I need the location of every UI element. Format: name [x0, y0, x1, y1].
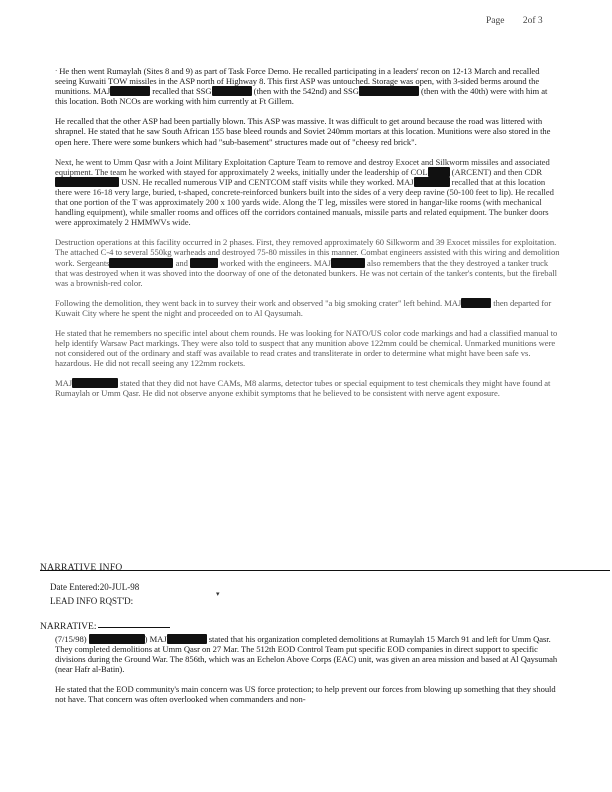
date-entered-label: Date Entered:: [50, 582, 100, 592]
redaction-bar: [461, 298, 491, 308]
page-label: Page: [486, 16, 505, 26]
date-entered-value: 20-JUL-98: [99, 582, 140, 592]
bullet-icon: ·: [55, 67, 58, 75]
narrative-paragraph-demolitions: (7/15/98) ) MAJ stated that his organization completed demolitions at Rumaylah 15 March 91 and left for Umm Qasr. They completed demolitions at Umm Qasr on 27 Mar. The 512th EOD Control Team put specific EOD companies in direct support to specific divisions during the Ground War. The 856th, which was an Echelon Above Corps (EAC) unit, was given an area mission and based at Al Qaysumah (near Hafr al-Batin).: [55, 634, 558, 675]
date-entered-row: [50, 582, 139, 592]
narrative-paragraph-force-protection: He stated that the EOD community's main concern was US force protection; to help prevent our forces from blowing up something that they should not have. That concern was often overlooked when commanders and non-: [55, 684, 556, 705]
redaction-bar: [414, 177, 450, 187]
page-number: 2of 3: [522, 16, 543, 26]
paragraph-second-asp: He recalled that the other ASP had been partially blown. This ASP was massive. It was difficult to get around because the road was littered with shrapnel. He stated that he saw South African 155 base bleed rounds and Soviet 240mm mortars at this location. Munitions were also stored in the open here. There were some bunkers which had "sub-basement" structures made out of "cheesy red brick".: [55, 116, 551, 147]
paragraph-umm-qasr: Next, he went to Umm Qasr with a Joint Military Exploitation Capture Team to remove and destroy Exocet and Silkworm missiles and associated equipment. The team he worked with stayed for approximately 2 weeks, initially under the leadership of COL (ARCENT) and then CDR USN. He recalled numerous VIP and CENTCOM staff visits while they worked. MAJ recalled that at this location there were 16-18 very large, buried, t-shaped, concrete-reinforced bunkers built into the sides of a very deep ravine (50-100 feet to lip). He recalled that one portion of the T was approximately 200 x 100 yards wide. Along the T leg, missiles were stored in hangar-like rooms (with mechanical handling equipment), while smaller rooms and offices off the corridors contained manuals, missile parts and related equipment. The bunker doors were approximately 2 HMMWVs wide.: [55, 156, 554, 228]
narrative-title: NARRATIVE:: [40, 622, 170, 632]
narrative-body: [55, 634, 560, 715]
paragraph-equipment: MAJ stated that they did not have CAMs, M8 alarms, detector tubes or special equipment to test chemicals they might have found at Rumaylah or Umm Qasr. He did not observe anyone exhibit symptoms that he believed to be consistent with nerve agent exposure.: [55, 378, 551, 399]
title-underline: [98, 626, 170, 628]
section-divider: [40, 570, 610, 571]
paragraph-rumaylah: · He then went Rumaylah (Sites 8 and 9) as part of Task Force Demo. He recalled participating in a leaders' recon on 12-13 March and recalled seeing Kuwaiti TOW missiles in the ASP north of Highway 8. This first ASP was untouched. Storage was open, with 3-sided berms around the munitions. MAJ recalled that SSG (then with the 542nd) and SSG (then with the 40th) were with him at this location. Both NCOs are working with him currently at Ft Gillem.: [55, 66, 548, 107]
paragraph-chem-rounds: He stated that he remembers no specific intel about chem rounds. He was looking for NATO/US color code markings and had a classified manual to help identify Warsaw Pact markings. They were also told to suspect that any munition above 122mm could be chemical. Unmarked munitions were not considered out of the ordinary and staff was available to read crates and transliterate in order to determine what might have been safe vs. hazardous. He did not recall seeing any 122mm rockets.: [55, 327, 558, 369]
redaction-bar: [89, 634, 145, 644]
redaction-bar: [190, 258, 218, 268]
lead-info-row: [50, 596, 133, 606]
paragraph-destruction: Destruction operations at this facility occurred in 2 phases. First, they removed approximately 60 Silkworm and 39 Exocet missiles for exploitation. The attached C-4 to several 550kg warheads and destroyed 75-80 missiles in this manner. Combat engineers assisted with this wiring and demolition work. Sergeants and worked with the engineers. MAJ also remembers that the they destroyed a tanker truck that was destroyed when it was shoved into the doorway of one of the detonated bunkers. He was not certain of the tanker's contents, but the fireball was a brownish-red color.: [55, 237, 560, 288]
redaction-bar: [109, 258, 173, 268]
stray-mark: ▾: [216, 590, 220, 598]
redaction-bar: [428, 167, 450, 177]
interview-body: [55, 66, 560, 409]
redaction-bar: [167, 634, 207, 644]
redaction-bar: [110, 86, 150, 96]
redaction-bar: [331, 258, 365, 268]
paragraph-following-demolition: Following the demolition, they went back in to survey their work and observed "a big smoking crater" left behind. MAJ then departed for Kuwait City where he spent the night and proceeded on to Al Qaysumah.: [55, 297, 552, 318]
narrative-info-title: NARRATIVE INFO: [40, 563, 123, 573]
redaction-bar: [212, 86, 252, 96]
page-header: [486, 16, 543, 26]
redaction-bar: [55, 177, 119, 187]
lead-info-label: LEAD INFO RQST'D:: [50, 596, 134, 606]
redaction-bar: [72, 378, 118, 388]
redaction-bar: [359, 86, 419, 96]
